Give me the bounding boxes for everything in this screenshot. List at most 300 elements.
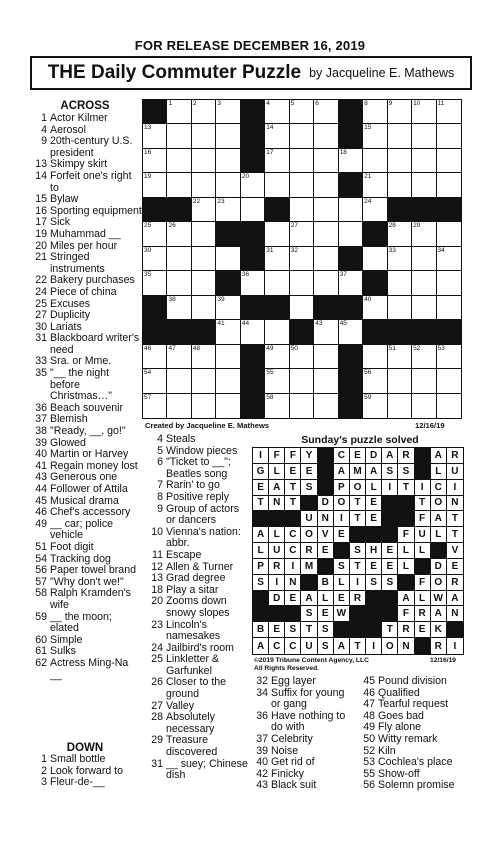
solution-cell: R	[350, 591, 366, 607]
clue-number: 59	[35, 610, 47, 623]
grid-cell	[167, 222, 191, 246]
clue-text: Suffix for young or gang	[271, 686, 345, 711]
clue-number: 52	[363, 744, 375, 757]
cell-number: 29	[413, 222, 421, 230]
grid-cell	[167, 124, 191, 148]
grid-cell	[388, 345, 412, 369]
clue-number: 15	[35, 193, 47, 206]
solution-black-square	[318, 480, 334, 496]
solution-black-square	[398, 575, 414, 591]
solution-cell: A	[382, 448, 398, 464]
clue-down_b-20	[146, 596, 250, 619]
solution-cell: E	[366, 511, 382, 527]
clue-text: Blemish	[50, 413, 88, 426]
black-square	[192, 320, 216, 344]
grid-cell	[437, 124, 461, 148]
solution-black-square	[318, 448, 334, 464]
solution-cell: D	[431, 559, 447, 575]
solution-cell: U	[301, 511, 317, 527]
grid-cell	[412, 247, 436, 271]
clue-text: Small bottle	[50, 753, 106, 765]
solution-cell: C	[285, 527, 301, 543]
solution-cell: P	[253, 559, 269, 575]
grid-cell	[437, 369, 461, 393]
clue-text: Foot digit	[50, 540, 94, 553]
solution-black-square	[334, 543, 350, 559]
across-clues	[30, 113, 142, 681]
grid-cell	[339, 222, 363, 246]
clue-text: Witty remark	[378, 732, 438, 745]
clue-text: Fleur-de-__	[50, 776, 105, 789]
grid-cell	[192, 100, 216, 124]
black-square	[437, 198, 461, 222]
solution-cell: T	[398, 480, 414, 496]
solution-cell: T	[253, 496, 269, 512]
solution-cell: L	[431, 464, 447, 480]
grid-cell	[192, 247, 216, 271]
cell-number: 33	[388, 246, 396, 254]
solution-cell: F	[269, 448, 285, 464]
clue-down_b-29	[146, 735, 250, 758]
clue-text: Absolutely necessary	[166, 711, 215, 735]
grid-cell	[388, 394, 412, 418]
clue-text: Bakery purchases	[50, 274, 135, 287]
solution-cell: L	[431, 527, 447, 543]
black-square	[241, 394, 265, 418]
solution-black-square	[398, 511, 414, 527]
grid-cell	[339, 149, 363, 173]
clue-number: 54	[35, 552, 47, 565]
black-square	[290, 320, 314, 344]
clue-number: 1	[41, 753, 47, 765]
release-date: FOR RELEASE DECEMBER 16, 2019	[134, 38, 366, 53]
grid-cell	[388, 149, 412, 173]
cell-number: 46	[144, 344, 152, 352]
clue-number: 46	[35, 506, 47, 519]
clue-text: Chef's accessory	[50, 506, 131, 519]
grid-cell	[290, 100, 314, 124]
clue-number: 23	[151, 618, 163, 631]
clue-text: Skimpy skirt	[50, 158, 108, 171]
clue-number: 51	[35, 540, 47, 553]
clue-number: 27	[151, 699, 163, 712]
clue-across-31	[30, 333, 142, 356]
grid-cell	[314, 198, 338, 222]
clue-text: Goes bad	[378, 709, 424, 722]
cell-number: 48	[192, 344, 201, 352]
solution-cell: I	[366, 638, 382, 654]
clue-number: 24	[151, 641, 163, 654]
solution-cell: U	[301, 638, 317, 654]
cell-number: 28	[388, 222, 396, 230]
solution-black-square	[301, 496, 317, 512]
grid-cell	[216, 173, 240, 197]
cell-number: 9	[388, 100, 393, 107]
clue-text: Closer to the ground	[166, 676, 227, 701]
clue-number: 41	[35, 459, 47, 472]
clue-number: 12	[151, 560, 163, 573]
solution-cell: E	[301, 464, 317, 480]
grid-cell	[412, 149, 436, 173]
clue-across-62	[30, 658, 142, 681]
clue-text: Duplicity	[50, 309, 91, 322]
grid-cell	[363, 369, 387, 393]
black-square	[388, 198, 412, 222]
solution-cell: L	[398, 559, 414, 575]
black-square	[143, 100, 167, 124]
clue-across-58	[30, 588, 142, 611]
clue-text: Lincoln's namesakes	[166, 618, 221, 643]
clue-text: Solemn promise	[378, 779, 455, 792]
solution-cell: S	[334, 559, 350, 575]
copyright-line-1: ©2019 Tribune Content Agency, LLC	[254, 657, 369, 664]
cell-number: 54	[144, 369, 152, 377]
clue-number: 22	[35, 274, 47, 287]
clue-text: Treasure discovered	[166, 734, 218, 759]
black-square	[241, 124, 265, 148]
puzzle-title: THE Daily Commuter Puzzle	[47, 62, 302, 83]
cell-number: 15	[364, 124, 372, 132]
solution-cell: E	[382, 559, 398, 575]
grid-cell	[314, 222, 338, 246]
grid-cell	[314, 124, 338, 148]
clue-down_b-11	[146, 550, 250, 562]
solution-black-square	[253, 511, 269, 527]
clue-text: Valley	[166, 699, 195, 712]
solution-cell: A	[253, 527, 269, 543]
cell-number: 23	[217, 197, 225, 205]
clue-number: 32	[256, 675, 268, 687]
clue-number: 24	[35, 285, 47, 298]
solution-cell: L	[269, 527, 285, 543]
down-clues-col2	[146, 434, 250, 782]
grid-cell	[167, 173, 191, 197]
clue-number: 53	[363, 756, 375, 769]
grid-cell	[363, 100, 387, 124]
grid-cell	[265, 369, 289, 393]
solution-cell: R	[431, 638, 447, 654]
solution-cell: N	[285, 575, 301, 591]
clue-number: 49	[363, 721, 375, 734]
solution-cell: S	[318, 638, 334, 654]
grid-cell	[192, 149, 216, 173]
solution-cell: P	[334, 480, 350, 496]
solution-cell: T	[447, 511, 463, 527]
cell-number: 38	[168, 295, 176, 303]
clue-text: Regain money lost	[50, 459, 138, 472]
solution-cell: I	[382, 480, 398, 496]
solution-cell: D	[269, 591, 285, 607]
clue-number: 31	[151, 757, 163, 770]
solution-cell: A	[366, 464, 382, 480]
solution-black-square	[366, 527, 382, 543]
solution-black-square	[415, 559, 431, 575]
solution-cell: A	[334, 638, 350, 654]
clue-number: 37	[35, 413, 47, 426]
clue-number: 4	[41, 123, 47, 136]
clue-text: Pound division	[378, 675, 447, 687]
clue-text: Stringed instruments	[50, 251, 105, 275]
solution-cell: L	[398, 543, 414, 559]
clue-text: Group of actors or dancers	[166, 502, 240, 527]
grid-cell	[241, 198, 265, 222]
solution-cell: V	[318, 527, 334, 543]
clue-number: 1	[41, 112, 47, 124]
cell-number: 44	[241, 320, 250, 328]
solution-cell: E	[285, 464, 301, 480]
solution-cell: L	[318, 591, 334, 607]
grid-cell	[143, 149, 167, 173]
solution-black-square	[382, 511, 398, 527]
grid-cell	[143, 173, 167, 197]
grid-cell	[412, 173, 436, 197]
clue-down_c-40	[251, 757, 355, 769]
grid-cell	[339, 271, 363, 295]
grid-cell	[290, 124, 314, 148]
solution-black-square	[415, 638, 431, 654]
clue-number: 33	[35, 355, 47, 368]
clue-text: Sra. or Mme.	[50, 355, 112, 368]
solution-cell: M	[301, 559, 317, 575]
solution-cell: O	[431, 575, 447, 591]
clue-number: 28	[151, 711, 163, 724]
clue-number: 58	[35, 587, 47, 600]
solution-cell: O	[334, 496, 350, 512]
grid-cell	[363, 345, 387, 369]
grid-cell	[314, 149, 338, 173]
clue-text: Follower of Attila	[50, 483, 128, 495]
grid-cell	[314, 345, 338, 369]
grid-cell	[265, 124, 289, 148]
solution-cell: A	[431, 511, 447, 527]
grid-cell	[412, 271, 436, 295]
cell-number: 40	[364, 295, 372, 303]
clue-down_b-28	[146, 712, 250, 735]
grid-cell	[412, 100, 436, 124]
solution-cell: T	[382, 622, 398, 638]
grid-cell	[265, 149, 289, 173]
solution-cell: A	[431, 606, 447, 622]
grid-cell	[437, 394, 461, 418]
solution-cell: O	[431, 496, 447, 512]
clue-text: Look forward to	[50, 764, 124, 777]
clue-text: Linkletter & Garfunkel	[166, 653, 219, 677]
clue-down_a-1	[30, 754, 142, 766]
grid-cell	[216, 320, 240, 344]
solution-cell: E	[253, 480, 269, 496]
grid-cell	[437, 345, 461, 369]
grid-cell	[143, 369, 167, 393]
cell-number: 2	[192, 100, 197, 107]
solution-cell: S	[382, 575, 398, 591]
solution-black-square	[253, 591, 269, 607]
grid-cell	[143, 394, 167, 418]
cell-number: 37	[339, 271, 347, 279]
grid-cell	[192, 369, 216, 393]
clue-number: 56	[35, 564, 47, 577]
solution-cell: A	[447, 591, 463, 607]
black-square	[339, 345, 363, 369]
grid-cell	[437, 271, 461, 295]
solution-cell: S	[318, 622, 334, 638]
clue-across-56	[30, 565, 142, 577]
clue-across-38	[30, 426, 142, 438]
clue-text: Excuses	[50, 297, 91, 310]
clue-text: Simple	[50, 633, 83, 646]
clue-number: 10	[151, 525, 163, 538]
solution-cell: F	[398, 527, 414, 543]
solution-cell: I	[447, 480, 463, 496]
clue-text: Zooms down snowy slopes	[166, 595, 230, 619]
solution-cell: O	[301, 527, 317, 543]
clue-number: 39	[35, 436, 47, 449]
clue-text: Black suit	[271, 779, 317, 792]
solution-cell: R	[447, 448, 463, 464]
grid-cell	[216, 345, 240, 369]
clue-text: Actor Kilmer	[50, 112, 108, 124]
grid-cell	[167, 296, 191, 320]
clue-across-21	[30, 252, 142, 275]
clue-text: Aerosol	[50, 123, 86, 136]
solution-cell: E	[334, 527, 350, 543]
clue-text: Play a sitar	[166, 583, 219, 596]
clue-number: 43	[35, 471, 47, 484]
clue-number: 36	[256, 709, 268, 722]
clue-number: 56	[363, 779, 375, 792]
solution-cell: R	[398, 622, 414, 638]
cell-number: 45	[339, 320, 347, 328]
black-square	[339, 124, 363, 148]
down-clues-col1	[30, 754, 142, 789]
black-square	[339, 173, 363, 197]
cell-number: 3	[217, 100, 221, 107]
solution-cell: S	[301, 606, 317, 622]
solved-title: Sunday's puzzle solved	[301, 434, 419, 446]
clue-text: Allen & Turner	[166, 560, 234, 573]
across-header: ACROSS	[60, 100, 110, 112]
clue-number: 40	[256, 756, 268, 769]
clue-text: Ralph Kramden's wife	[50, 587, 131, 611]
black-square	[143, 296, 167, 320]
clue-text: Cochlea's place	[378, 756, 453, 769]
cell-number: 24	[364, 197, 372, 205]
grid-cell	[192, 394, 216, 418]
grid-cell	[167, 369, 191, 393]
grid-cell	[314, 271, 338, 295]
clue-number: 39	[256, 744, 268, 757]
solution-black-square	[415, 448, 431, 464]
clue-number: 20	[35, 239, 47, 252]
grid-cell	[314, 247, 338, 271]
clue-text: Have nothing to do with	[271, 709, 346, 734]
grid-cell	[363, 247, 387, 271]
grid-cell	[290, 271, 314, 295]
grid-cell	[437, 149, 461, 173]
grid-cell	[363, 296, 387, 320]
black-square	[412, 198, 436, 222]
grid-cell	[437, 222, 461, 246]
cell-number: 22	[192, 197, 201, 205]
solution-cell: C	[334, 448, 350, 464]
grid-cell	[143, 271, 167, 295]
clue-across-51	[30, 542, 142, 554]
solution-black-square	[350, 622, 366, 638]
down-clues-col4	[358, 676, 470, 792]
cell-number: 39	[217, 295, 225, 303]
solution-cell: K	[431, 622, 447, 638]
grid-cell	[412, 124, 436, 148]
solution-cell: R	[398, 448, 414, 464]
clue-number: 6	[157, 456, 163, 469]
clue-number: 31	[35, 332, 47, 345]
grid-cell	[314, 320, 338, 344]
cell-number: 8	[364, 100, 368, 107]
clue-number: 30	[35, 320, 47, 333]
clue-text: Finicky	[271, 767, 304, 780]
grid-cell	[216, 149, 240, 173]
cell-number: 21	[364, 173, 372, 181]
grid-cell	[216, 369, 240, 393]
black-square	[265, 296, 289, 320]
grid-cell	[290, 369, 314, 393]
clue-number: 9	[41, 135, 47, 148]
grid-cell	[167, 345, 191, 369]
clue-number: 57	[35, 575, 47, 588]
solution-cell: O	[350, 480, 366, 496]
clue-down_b-9	[146, 504, 250, 527]
grid-cell	[437, 173, 461, 197]
clue-text: Sick	[50, 216, 71, 229]
cell-number: 31	[266, 246, 274, 254]
grid-cell	[216, 198, 240, 222]
solution-cell: A	[431, 448, 447, 464]
black-square	[339, 247, 363, 271]
grid-cell	[143, 222, 167, 246]
solution-cell: M	[350, 464, 366, 480]
clue-number: 19	[35, 227, 47, 240]
solution-cell: T	[350, 638, 366, 654]
grid-cell	[290, 345, 314, 369]
black-square	[241, 296, 265, 320]
grid-cell	[167, 149, 191, 173]
grid-cell	[143, 345, 167, 369]
solution-black-square	[285, 606, 301, 622]
clue-text: Noise	[271, 744, 299, 757]
solution-cell: W	[334, 606, 350, 622]
grid-cell	[437, 247, 461, 271]
clue-text: Blackboard writer's need	[50, 332, 140, 356]
grid-cell	[437, 296, 461, 320]
black-square	[339, 296, 363, 320]
solution-cell: I	[415, 480, 431, 496]
solution-black-square	[318, 464, 334, 480]
clue-number: 44	[35, 483, 47, 495]
solution-black-square	[269, 606, 285, 622]
solution-cell: I	[334, 511, 350, 527]
clue-text: Paper towel brand	[50, 564, 136, 577]
black-square	[339, 394, 363, 418]
clue-number: 61	[35, 645, 47, 658]
cell-number: 58	[266, 393, 274, 401]
grid-cell	[388, 247, 412, 271]
clue-number: 27	[35, 309, 47, 322]
black-square	[241, 345, 265, 369]
grid-cell	[143, 247, 167, 271]
clue-text: Actress Ming-Na __	[50, 656, 129, 681]
solution-cell: I	[269, 575, 285, 591]
cell-number: 56	[364, 369, 372, 377]
black-square	[388, 320, 412, 344]
